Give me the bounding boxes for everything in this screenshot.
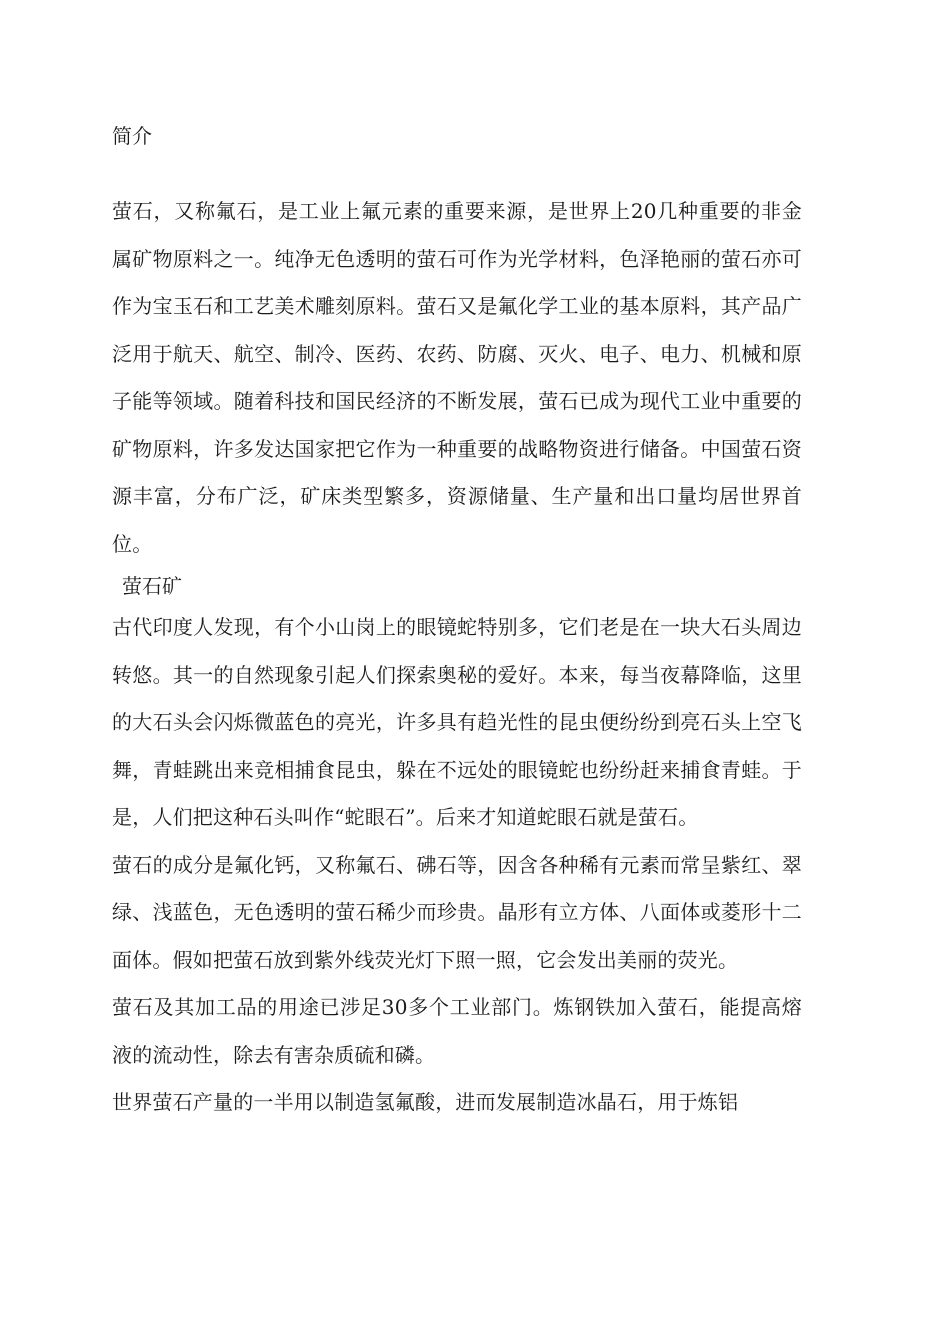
- section-heading: 萤石矿: [122, 574, 182, 598]
- paragraph-origin-story: 古代印度人发现，有个小山岗上的眼镜蛇特别多，它们老是在一块大石头周边转悠。其一的自然现象引起人们探索奥秘的爱好。本来，每当夜幕降临，这里的大石头会闪烁微蓝色的亮光，许多具有趋光性的昆虫便纷纷到亮石头上空飞舞，青蛙跳出来竞相捕食昆虫，躲在不远处的眼镜蛇也纷纷赶来捕食青蛙。于是，人们把这种石头叫作“蛇眼石”。后来才知道蛇眼石就是萤石。: [112, 615, 802, 829]
- paragraph-industrial-uses: 萤石及其加工品的用途已涉足30多个工业部门。炼钢铁加入萤石，能提高熔液的流动性，除去有害杂质硫和磷。: [112, 995, 802, 1067]
- intro-paragraph: 萤石，又称氟石，是工业上氟元素的重要来源，是世界上20几种重要的非金属矿物原料之一。纯净无色透明的萤石可作为光学材料，色泽艳丽的萤石亦可作为宝玉石和工艺美术雕刻原料。萤石又是氟化学工业的基本原料，其产品广泛用于航天、航空、制冷、医药、农药、防腐、灭火、电子、电力、机械和原子能等领域。随着科技和国民经济的不断发展，萤石已成为现代工业中重要的矿物原料，许多发达国家把它作为一种重要的战略物资进行储备。中国萤石资源丰富，分布广泛，矿床类型繁多，资源储量、生产量和出口量均居世界首位。: [112, 199, 802, 556]
- paragraph-composition: 萤石的成分是氟化钙，又称氟石、砩石等，因含各种稀有元素而常呈紫红、翠绿、浅蓝色，无色透明的萤石稀少而珍贵。晶形有立方体、八面体或菱形十二面体。假如把萤石放到紫外线荧光灯下照一照，它会发出美丽的荧光。: [112, 852, 802, 972]
- paragraph-hydrofluoric-acid: 世界萤石产量的一半用以制造氢氟酸，进而发展制造冰晶石，用于炼铝: [112, 1090, 739, 1114]
- document-page: [112, 118, 802, 1127]
- intro-heading: 简介: [112, 124, 152, 148]
